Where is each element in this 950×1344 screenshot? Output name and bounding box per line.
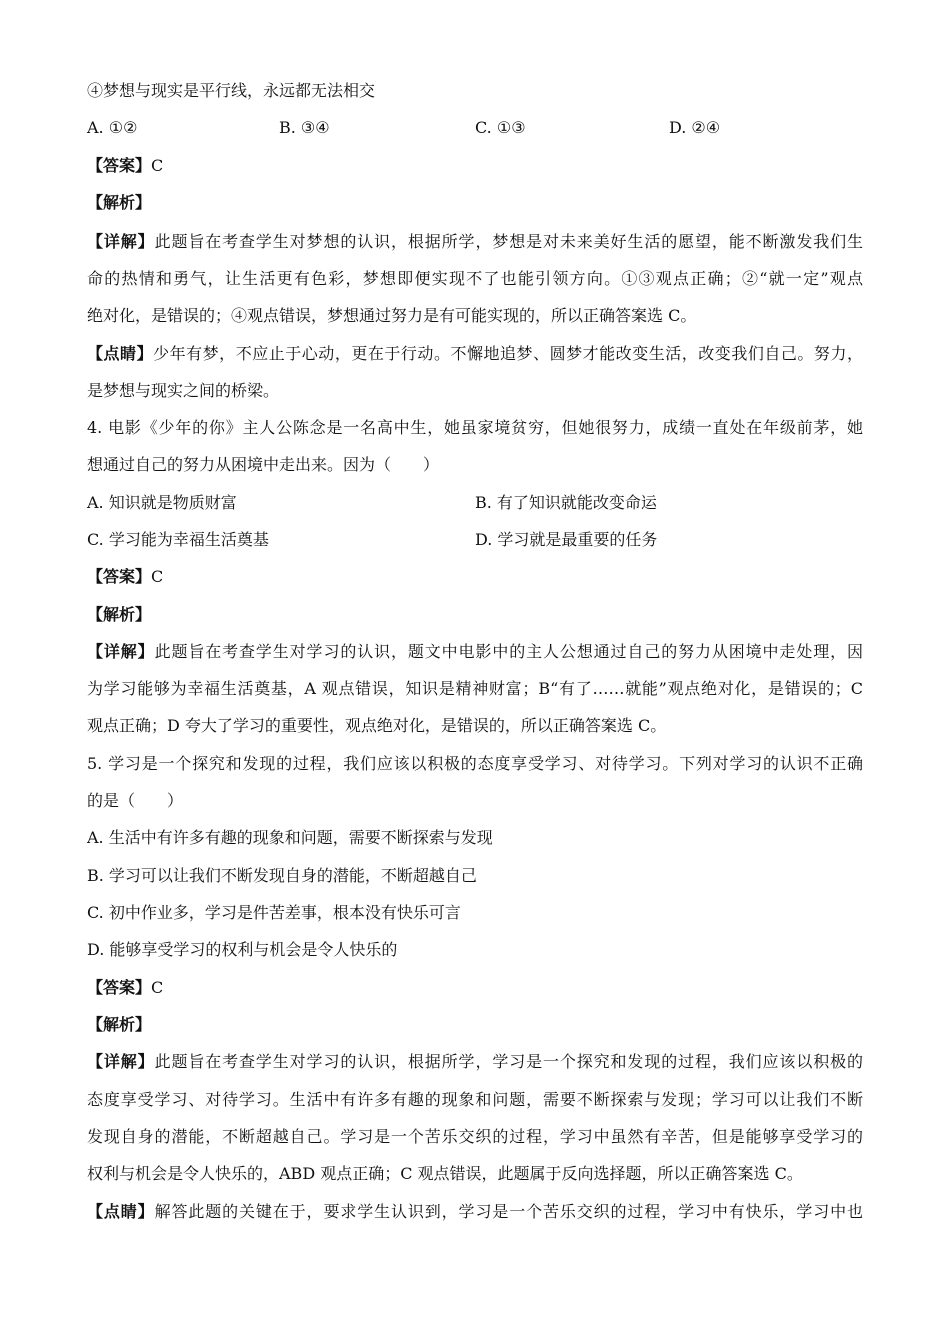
q3-comment-line: 是梦想与现实之间的桥梁。 xyxy=(87,381,280,400)
q4-option-b: B. 有了知识就能改变命运 xyxy=(475,493,657,512)
detail-text: 此题旨在考查学生对学习的认识，根据所学，学习是一个探究和发现的过程，我们应该以积极的 xyxy=(154,1052,863,1071)
q3-detail-line: 绝对化，是错误的；④观点错误，梦想通过努力是有可能实现的，所以正确答案选 C。 xyxy=(87,306,697,325)
q5-option-c: C. 初中作业多，学习是件苦差事，根本没有快乐可言 xyxy=(87,903,461,922)
q4-stem-line: 想通过自己的努力从困境中走出来。因为（ ） xyxy=(87,455,440,474)
detail-tag: 【详解】 xyxy=(87,1052,155,1071)
q4-option-d: D. 学习就是最重要的任务 xyxy=(475,530,658,549)
q4-analysis-tag: 【解析】 xyxy=(87,605,152,624)
q4-detail-line xyxy=(87,642,863,662)
comment-tag: 【点睛】 xyxy=(87,344,154,363)
q4-option-a: A. 知识就是物质财富 xyxy=(87,493,237,512)
q4-detail-line: 为学习能够为幸福生活奠基，A 观点错误，知识是精神财富；B“有了……就能”观点绝对化，是错误的；C xyxy=(87,679,863,698)
q4-option-c: C. 学习能为幸福生活奠基 xyxy=(87,530,269,549)
q5-analysis-tag: 【解析】 xyxy=(87,1015,152,1034)
detail-tag: 【详解】 xyxy=(87,642,155,661)
q3-option-c: C. ①③ xyxy=(475,118,526,137)
q5-option-d: D. 能够享受学习的权利与机会是令人快乐的 xyxy=(87,940,398,959)
q3-analysis-tag: 【解析】 xyxy=(87,193,152,212)
q5-detail-line: 态度享受学习、对待学习。生活中有许多有趣的现象和问题，需要不断探索与发现；学习可以让我们不断 xyxy=(87,1090,863,1109)
q4-stem-line: 4. 电影《少年的你》主人公陈念是一名高中生，她虽家境贫穷，但她很努力，成绩一直处在年级前茅，她 xyxy=(87,418,863,437)
q5-option-a: A. 生活中有许多有趣的现象和问题，需要不断探索与发现 xyxy=(87,828,493,847)
statement-4: ④梦想与现实是平行线，永远都无法相交 xyxy=(87,81,376,100)
q5-detail-line xyxy=(87,1052,863,1072)
answer-value: C xyxy=(151,978,164,997)
answer-value: C xyxy=(151,567,164,586)
q3-option-d: D. ②④ xyxy=(669,118,721,137)
q3-detail-line: 命的热情和勇气，让生活更有色彩，梦想即便实现不了也能引领方向。①③观点正确；②“就一定”观点 xyxy=(87,269,863,288)
detail-text: 此题旨在考查学生对梦想的认识，根据所学，梦想是对未来美好生活的愿望，能不断激发我们生 xyxy=(154,232,863,251)
q4-answer xyxy=(87,567,163,587)
answer-value: C xyxy=(151,156,164,175)
comment-text: 解答此题的关键在于，要求学生认识到，学习是一个苦乐交织的过程，学习中有快乐，学习中也 xyxy=(154,1202,863,1221)
q5-stem-line: 的是（ ） xyxy=(87,791,184,810)
answer-tag: 【答案】 xyxy=(87,978,152,997)
q4-detail-line: 观点正确；D 夸大了学习的重要性，观点绝对化，是错误的，所以正确答案选 C。 xyxy=(87,716,667,735)
comment-tag: 【点睛】 xyxy=(87,1202,155,1221)
q5-answer xyxy=(87,978,163,998)
q3-option-b: B. ③④ xyxy=(279,118,330,137)
detail-tag: 【详解】 xyxy=(87,232,155,251)
q5-comment-line xyxy=(87,1202,863,1222)
answer-tag: 【答案】 xyxy=(87,567,152,586)
q5-option-b: B. 学习可以让我们不断发现自身的潜能，不断超越自己 xyxy=(87,866,477,885)
q5-detail-line: 发现自身的潜能，不断超越自己。学习是一个苦乐交织的过程，学习中虽然有辛苦，但是能够享受学习的 xyxy=(87,1127,863,1146)
q3-comment-line xyxy=(87,344,863,364)
comment-text: 少年有梦，不应止于心动，更在于行动。不懈地追梦、圆梦才能改变生活，改变我们自己。努力， xyxy=(153,344,863,363)
q3-answer xyxy=(87,156,163,176)
answer-tag: 【答案】 xyxy=(87,156,152,175)
q5-detail-line: 权利与机会是令人快乐的，ABD 观点正确；C 观点错误，此题属于反向选择题，所以正确答案选 C。 xyxy=(87,1164,803,1183)
detail-text: 此题旨在考查学生对学习的认识，题文中电影中的主人公想通过自己的努力从困境中走处理，因 xyxy=(154,642,863,661)
q5-stem-line: 5. 学习是一个探究和发现的过程，我们应该以积极的态度享受学习、对待学习。下列对学习的认识不正确 xyxy=(87,754,863,773)
q3-detail-line xyxy=(87,232,863,252)
q3-option-a: A. ①② xyxy=(87,118,138,137)
